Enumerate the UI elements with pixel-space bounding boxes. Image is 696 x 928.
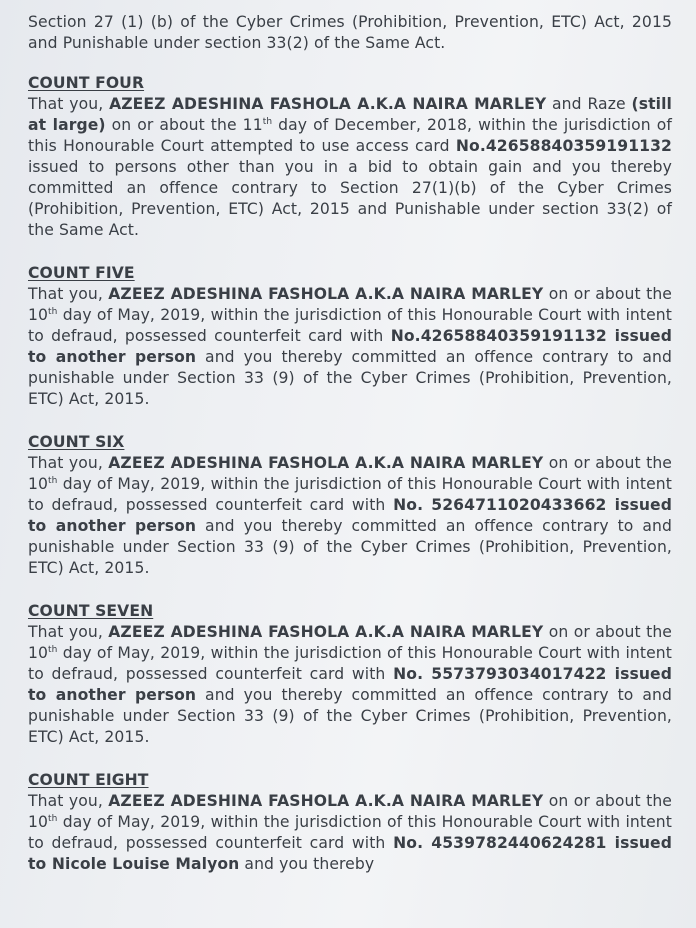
card-number: No.42658840359191132 issued to another person [28,327,672,366]
accused-name: AZEEZ ADESHINA FASHOLA A.K.A NAIRA MARLEY [109,95,547,113]
accused-name: AZEEZ ADESHINA FASHOLA A.K.A NAIRA MARLEY [108,454,544,472]
count-heading: COUNT FIVE [28,264,135,282]
offence-text: issued to persons other than you in a bid to obtain gain and you thereby committed an offence contrary to Section 27(1)(b) of the Cyber Crimes (Prohibition, Prevention, ETC) Act, 2015 and Punishable under section 33(2) of the Same Act. [28,158,672,239]
charge-sheet-text [28,12,672,897]
lead-text: That you, [28,623,109,641]
offence-text: and you thereby [239,855,375,873]
at-large-note: (still at large) [28,95,672,134]
count-body [28,94,672,241]
accused-name: AZEEZ ADESHINA FASHOLA A.K.A NAIRA MARLEY [108,792,544,810]
charge-text: day of May, 2019, within the jurisdiction of this Honourable Court with intent to defraud, possessed counterfeit card with [28,644,672,683]
card-number: No.42658840359191132 [455,137,672,155]
card-number: No. 5264711020433662 issued to another person [28,496,672,535]
offence-text: and you thereby committed an offence contrary to and punishable under Section 33 (9) of the Cyber Crimes (Prohibition, Prevention, ETC) Act, 2015. [28,686,672,746]
count-heading: COUNT FOUR [28,74,145,92]
lead-text: That you, [28,285,109,303]
charge-text: day of May, 2019, within the jurisdiction of this Honourable Court with intent to defraud, possessed counterfeit card with [28,813,672,852]
offence-text: and you thereby committed an offence contrary to and punishable under Section 33 (9) of the Cyber Crimes (Prohibition, Prevention, ETC) Act, 2015. [28,348,672,408]
count-five [28,263,672,410]
count-body [28,791,672,875]
date-text: on or about the 11 [105,116,263,134]
offence-text: and you thereby committed an offence contrary to and punishable under Section 33 (9) of the Cyber Crimes (Prohibition, Prevention, ETC) Act, 2015. [28,517,672,577]
count-heading: COUNT SIX [28,433,125,451]
charge-text: day of May, 2019, within the jurisdiction of this Honourable Court with intent to defraud, possessed counterfeit card with [28,306,672,345]
count-body [28,453,672,579]
date-text: on or about the 10 [28,792,673,831]
count-body [28,284,672,410]
lead-text: That you, [28,95,110,113]
count-heading: COUNT SEVEN [28,602,154,620]
date-suffix: th [48,644,58,655]
card-number: No. 5573793034017422 issued to another person [28,665,672,704]
count-seven [28,601,672,748]
accused-name: AZEEZ ADESHINA FASHOLA A.K.A NAIRA MARLEY [108,623,544,641]
count-body [28,622,672,748]
date-text: on or about the 10 [28,623,673,662]
date-text: on or about the 10 [28,285,673,324]
co-accused-text: and Raze [546,95,632,113]
intro-paragraph: Section 27 (1) (b) of the Cyber Crimes (Prohibition, Prevention, ETC) Act, 2015 and Punishable under section 33(2) of the Same Act. [28,13,672,52]
count-heading: COUNT EIGHT [28,771,149,789]
count-six [28,432,672,579]
date-text: on or about the 10 [28,454,673,493]
accused-name: AZEEZ ADESHINA FASHOLA A.K.A NAIRA MARLEY [108,285,544,303]
date-suffix: th [262,116,273,127]
charge-text: day of December, 2018, within the jurisdiction of this Honourable Court attempted to use access card [28,116,672,155]
charge-text: day of May, 2019, within the jurisdiction of this Honourable Court with intent to defraud, possessed counterfeit card with [28,475,672,514]
lead-text: That you, [28,792,109,810]
date-suffix: th [48,813,58,824]
count-four [28,73,672,241]
date-suffix: th [48,306,58,317]
card-number: No. 4539782440624281 issued to Nicole Louise Malyon [28,834,672,873]
count-eight [28,770,672,875]
date-suffix: th [48,475,58,486]
lead-text: That you, [28,454,109,472]
